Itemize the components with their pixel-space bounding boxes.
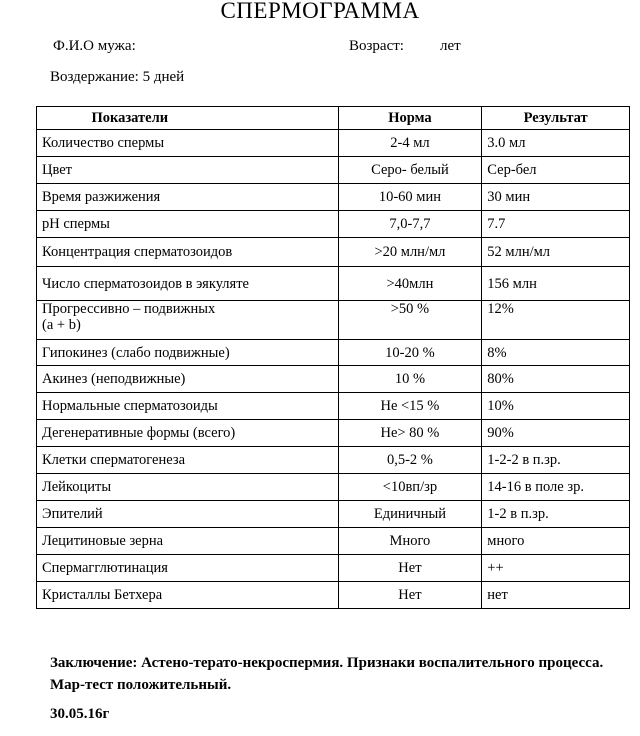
result-cell: 8% xyxy=(482,340,630,366)
indicator-cell: Нормальные сперматозоиды xyxy=(37,393,339,420)
norm-cell: Много xyxy=(338,528,482,555)
table-body xyxy=(37,130,630,609)
result-cell: 10% xyxy=(482,393,630,420)
indicator-cell: Кристаллы Бетхера xyxy=(37,582,339,609)
result-cell: 14-16 в поле зр. xyxy=(482,474,630,501)
indicator-cell: Акинез (неподвижные) xyxy=(37,366,339,393)
result-cell: 3.0 мл xyxy=(482,130,630,157)
result-cell: 30 мин xyxy=(482,184,630,211)
norm-cell: 0,5-2 % xyxy=(338,447,482,474)
table-row xyxy=(37,501,630,528)
indicator-cell: Концентрация сперматозоидов xyxy=(37,238,339,267)
table-row xyxy=(37,238,630,267)
indicator-cell: Гипокинез (слабо подвижные) xyxy=(37,340,339,366)
result-cell: 12% xyxy=(482,301,630,340)
norm-cell: Не> 80 % xyxy=(338,420,482,447)
norm-cell: >20 млн/мл xyxy=(338,238,482,267)
norm-cell: 2-4 мл xyxy=(338,130,482,157)
header-indicator: Показатели xyxy=(37,107,339,130)
norm-cell: 7,0-7,7 xyxy=(338,211,482,238)
indicator-cell: Спермагглютинация xyxy=(37,555,339,582)
abstinence-info: Воздержание: 5 дней xyxy=(50,69,185,85)
result-cell: ++ xyxy=(482,555,630,582)
results-table xyxy=(36,106,630,609)
result-cell: 1-2 в п.зр. xyxy=(482,501,630,528)
table-row xyxy=(37,211,630,238)
norm-cell: Нет xyxy=(338,582,482,609)
norm-cell: 10 % xyxy=(338,366,482,393)
table-row xyxy=(37,582,630,609)
indicator-cell: Количество спермы xyxy=(37,130,339,157)
husband-name-label: Ф.И.О мужа: xyxy=(53,38,136,54)
indicator-cell: Эпителий xyxy=(37,501,339,528)
header-result: Результат xyxy=(482,107,630,130)
indicator-cell: Клетки сперматогенеза xyxy=(37,447,339,474)
indicator-cell: Цвет xyxy=(37,157,339,184)
age-label: Возраст: xyxy=(349,38,404,54)
table-row xyxy=(37,184,630,211)
result-cell: 80% xyxy=(482,366,630,393)
indicator-cell: Число сперматозоидов в эякуляте xyxy=(37,267,339,301)
table-row xyxy=(37,393,630,420)
report-date: 30.05.16г xyxy=(50,706,110,722)
result-cell: 1-2-2 в п.зр. xyxy=(482,447,630,474)
norm-cell: >40млн xyxy=(338,267,482,301)
age-unit: лет xyxy=(440,38,461,54)
table-header-row xyxy=(37,107,630,130)
indicator-cell: pH спермы xyxy=(37,211,339,238)
norm-cell: Единичный xyxy=(338,501,482,528)
table-row xyxy=(37,474,630,501)
result-cell: 7.7 xyxy=(482,211,630,238)
conclusion: Заключение: Астено-терато-некроспермия. Признаки воспалительного процесса. Мар-тест положительный. xyxy=(50,655,604,693)
norm-cell: 10-60 мин xyxy=(338,184,482,211)
table-row xyxy=(37,555,630,582)
norm-cell: >50 % xyxy=(338,301,482,340)
table-row xyxy=(37,267,630,301)
result-cell: Сер-бел xyxy=(482,157,630,184)
table-row xyxy=(37,340,630,366)
norm-cell: Серо- белый xyxy=(338,157,482,184)
page-title: СПЕРМОГРАММА xyxy=(220,0,420,23)
indicator-cell: Лецитиновые зерна xyxy=(37,528,339,555)
result-cell: много xyxy=(482,528,630,555)
indicator-cell: Время разжижения xyxy=(37,184,339,211)
norm-cell: <10вп/зр xyxy=(338,474,482,501)
norm-cell: 10-20 % xyxy=(338,340,482,366)
indicator-cell: Прогрессивно – подвижных (a + b) xyxy=(37,301,339,340)
header-norm: Норма xyxy=(338,107,482,130)
result-cell: 156 млн xyxy=(482,267,630,301)
result-cell: 90% xyxy=(482,420,630,447)
table-row xyxy=(37,130,630,157)
table-row xyxy=(37,420,630,447)
table-row xyxy=(37,301,630,340)
table-row xyxy=(37,366,630,393)
norm-cell: Не <15 % xyxy=(338,393,482,420)
norm-cell: Нет xyxy=(338,555,482,582)
table-row xyxy=(37,528,630,555)
indicator-cell: Дегенеративные формы (всего) xyxy=(37,420,339,447)
table-row xyxy=(37,447,630,474)
result-cell: 52 млн/мл xyxy=(482,238,630,267)
indicator-cell: Лейкоциты xyxy=(37,474,339,501)
table-row xyxy=(37,157,630,184)
result-cell: нет xyxy=(482,582,630,609)
